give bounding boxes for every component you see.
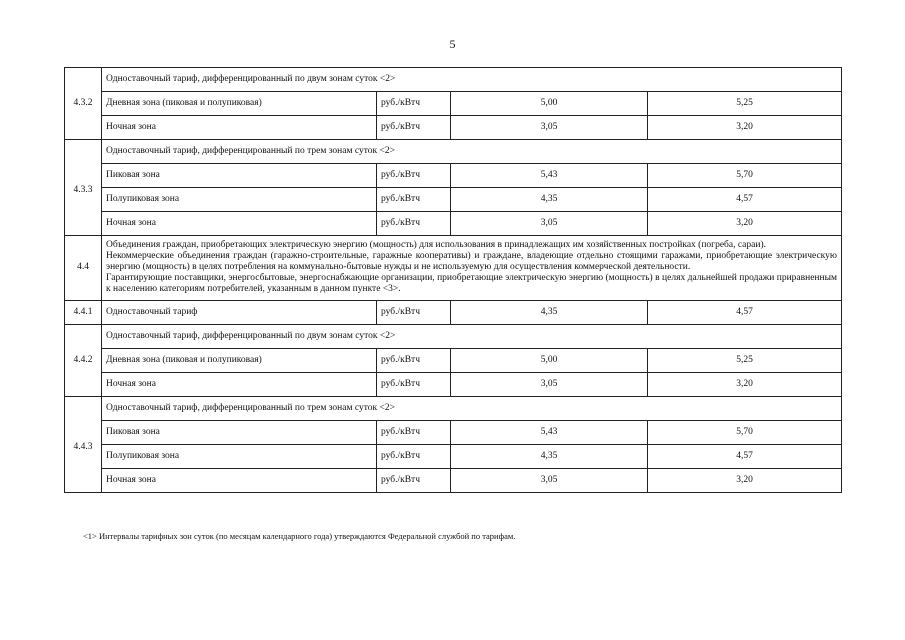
section-number: 4.4.2 [65,325,102,397]
zone-label: Пиковая зона [102,164,377,188]
section-number: 4.3.3 [65,140,102,236]
table-row [65,349,842,373]
section-number: 4.4.1 [65,301,102,325]
section-title: Одноставочный тариф, дифференцированный по двум зонам суток <2> [102,325,842,349]
table-row [65,421,842,445]
zone-label: Полупиковая зона [102,445,377,469]
zone-label: Дневная зона (пиковая и полупиковая) [102,92,377,116]
tariff-value-2: 4,57 [648,445,842,469]
unit-cell: руб./кВтч [377,116,451,140]
section-header-row [65,325,842,349]
zone-label: Ночная зона [102,116,377,140]
category-description-row [65,236,842,301]
table-row [65,92,842,116]
unit-cell: руб./кВтч [377,373,451,397]
tariff-value-2: 3,20 [648,373,842,397]
tariff-value-1: 3,05 [451,373,648,397]
section-number: 4.4.3 [65,397,102,493]
table-row [65,469,842,493]
section-title: Одноставочный тариф, дифференцированный по двум зонам суток <2> [102,68,842,92]
tariff-value-2: 4,57 [648,301,842,325]
tariff-value-1: 4,35 [451,301,648,325]
tariff-value-2: 5,25 [648,349,842,373]
tariff-value-2: 3,20 [648,469,842,493]
tariff-value-1: 3,05 [451,212,648,236]
section-title: Одноставочный тариф, дифференцированный по трем зонам суток <2> [102,397,842,421]
footnote: <1> Интервалы тарифных зон суток (по месяцам календарного года) утверждаются Федеральной службой по тарифам. [83,531,516,541]
unit-cell: руб./кВтч [377,212,451,236]
description-paragraph: Некоммерческие объединения граждан (гаражно-строительные, гаражные кооперативы) и граждане, владеющие отдельно стоящими гаражами, приобретающие электрическую энергию (мощность) в целях потребления на коммунально-бытовые нужды и не используемую для осуществления коммерческой деятельности. [106,251,837,272]
unit-cell: руб./кВтч [377,164,451,188]
tariff-value-1: 5,43 [451,421,648,445]
tariff-value-1: 4,35 [451,445,648,469]
unit-cell: руб./кВтч [377,349,451,373]
table-row [65,116,842,140]
tariff-value-2: 3,20 [648,116,842,140]
unit-cell: руб./кВтч [377,445,451,469]
section-number: 4.4 [65,236,102,301]
description-paragraph: Объединения граждан, приобретающих электрическую энергию (мощность) для использования в принадлежащих им хозяйственных постройках (погреба, сараи). [106,240,766,250]
tariff-value-1: 4,35 [451,188,648,212]
unit-cell: руб./кВтч [377,92,451,116]
table-row [65,445,842,469]
section-number: 4.3.2 [65,68,102,140]
section-title: Одноставочный тариф, дифференцированный по трем зонам суток <2> [102,140,842,164]
unit-cell: руб./кВтч [377,188,451,212]
tariff-value-1: 5,43 [451,164,648,188]
section-header-row [65,68,842,92]
tariff-table [64,67,842,493]
unit-cell: руб./кВтч [377,421,451,445]
tariff-value-2: 3,20 [648,212,842,236]
zone-label: Полупиковая зона [102,188,377,212]
section-header-row [65,397,842,421]
unit-cell: руб./кВтч [377,301,451,325]
tariff-value-1: 3,05 [451,469,648,493]
table-row [65,373,842,397]
zone-label: Ночная зона [102,469,377,493]
unit-cell: руб./кВтч [377,469,451,493]
tariff-value-2: 5,70 [648,421,842,445]
description-paragraph: Гарантирующие поставщики, энергосбытовые, энергоснабжающие организации, приобретающие электрическую энергию (мощность) в целях дальнейшей продажи приравненным к населению категориям потребителей, указанным в данном пункте <3>. [106,273,837,294]
table-row [65,164,842,188]
tariff-value-2: 5,70 [648,164,842,188]
tariff-value-2: 4,57 [648,188,842,212]
zone-label: Дневная зона (пиковая и полупиковая) [102,349,377,373]
tariff-value-1: 3,05 [451,116,648,140]
tariff-value-2: 5,25 [648,92,842,116]
tariff-value-1: 5,00 [451,349,648,373]
tariff-value-1: 5,00 [451,92,648,116]
table-row [65,212,842,236]
zone-label: Пиковая зона [102,421,377,445]
tariff-label: Одноставочный тариф [102,301,377,325]
section-header-row [65,140,842,164]
table-row [65,301,842,325]
page-number: 5 [449,37,456,51]
category-description [102,236,842,301]
zone-label: Ночная зона [102,373,377,397]
table-row [65,188,842,212]
tariff-table-body [65,68,842,493]
zone-label: Ночная зона [102,212,377,236]
